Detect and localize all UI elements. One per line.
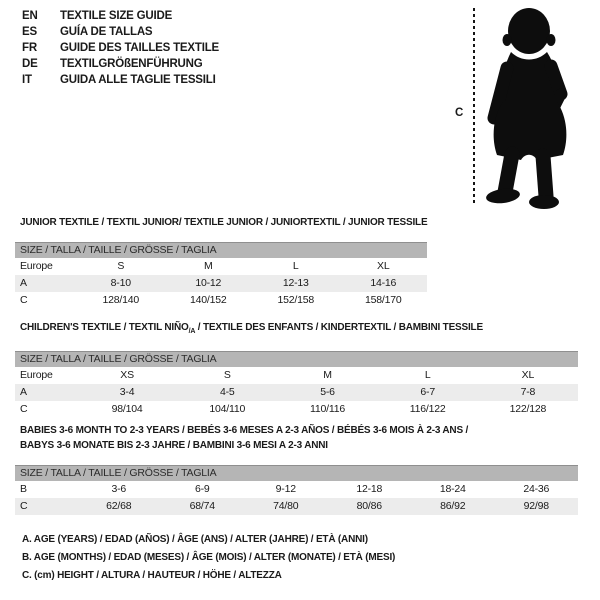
cell-value: 7-8 xyxy=(520,386,536,398)
cell-value: 68/74 xyxy=(189,500,215,512)
cell-value: 80/86 xyxy=(356,500,382,512)
language-code: ES xyxy=(22,26,37,38)
language-code: FR xyxy=(22,42,37,54)
cell-value: 12-18 xyxy=(356,483,383,495)
table-title-text: JUNIOR TEXTILE / TEXTIL JUNIOR/ TEXTILE JUNIOR / JUNIORTEXTIL / JUNIOR TESSILE xyxy=(20,217,428,228)
language-code: DE xyxy=(22,58,38,70)
table-row xyxy=(15,498,578,515)
footnote-b: B. AGE (MONTHS) / EDAD (MESES) / ÂGE (MOIS) / ALTER (MONATE) / ETÀ (MESI) xyxy=(22,552,396,563)
cell-value: 10-12 xyxy=(195,277,222,289)
table-body xyxy=(15,465,578,515)
table-row xyxy=(15,384,578,401)
footnote-c: C. (cm) HEIGHT / ALTURA / HAUTEUR / HÖHE / ALTEZZA xyxy=(22,570,282,581)
table-title-text: BABYS 3-6 MONATE BIS 2-3 JAHRE / BAMBINI 3-6 MESI A 2-3 ANNI xyxy=(20,440,328,451)
row-label: A xyxy=(20,277,27,289)
size-header-band: SIZE / TALLA / TAILLE / GRÖSSE / TAGLIA xyxy=(15,351,578,367)
cell-value: 158/170 xyxy=(364,294,402,306)
table-title-line xyxy=(20,320,578,339)
cell-value: 9-12 xyxy=(275,483,296,495)
guide-title: TEXTILE SIZE GUIDE xyxy=(60,10,173,22)
cell-value: 122/128 xyxy=(509,403,547,415)
cell-value: 86/92 xyxy=(440,500,466,512)
cell-value: 104/110 xyxy=(209,403,246,415)
cell-value: 110/116 xyxy=(309,403,345,415)
row-label: C xyxy=(20,403,28,415)
language-title-list xyxy=(22,8,219,88)
cell-value: S xyxy=(117,260,125,272)
cell-value: 116/122 xyxy=(409,403,446,415)
table-body xyxy=(15,242,427,309)
language-row xyxy=(22,56,219,72)
cell-value: 128/140 xyxy=(102,294,140,306)
table-rows xyxy=(15,258,427,309)
cell-value: 4-5 xyxy=(220,386,235,398)
table-title xyxy=(20,423,578,453)
language-row xyxy=(22,72,219,88)
table-row xyxy=(15,258,427,275)
cell-value: 98/104 xyxy=(111,403,143,415)
table-rows xyxy=(15,367,578,418)
table-title-line xyxy=(20,215,427,230)
language-row xyxy=(22,40,219,56)
cell-value: 3-4 xyxy=(119,386,135,398)
cell-value: 8-10 xyxy=(110,277,131,289)
language-code: EN xyxy=(22,10,38,22)
cell-value: 12-13 xyxy=(282,277,309,289)
cell-value: 3-6 xyxy=(111,483,127,495)
cell-value: L xyxy=(292,260,299,272)
cell-value: M xyxy=(323,369,332,381)
cell-value: 92/98 xyxy=(523,500,549,512)
junior-textile-table xyxy=(15,215,427,309)
cell-value: 14-16 xyxy=(370,277,397,289)
cell-value: S xyxy=(223,369,231,381)
cell-value: 140/152 xyxy=(189,294,227,306)
size-header-band: SIZE / TALLA / TAILLE / GRÖSSE / TAGLIA xyxy=(15,242,427,258)
height-measure-dashed-line xyxy=(473,8,475,206)
guide-title: GUÍA DE TALLAS xyxy=(60,26,153,38)
table-title-subscript: /A xyxy=(188,328,196,335)
table-title-text: BABIES 3-6 MONTH TO 2-3 YEARS / BEBÉS 3-6 MESES A 2-3 AÑOS / BÉBÉS 3-6 MOIS À 2-3 ANS / xyxy=(20,425,469,436)
table-title-text: / TEXTILE DES ENFANTS / KINDERTEXTIL / BAMBINI TESSILE xyxy=(195,322,483,333)
table-rows xyxy=(15,481,578,515)
language-row xyxy=(22,24,219,40)
language-row xyxy=(22,8,219,24)
row-label: B xyxy=(20,483,27,495)
cell-value: 5-6 xyxy=(320,386,335,398)
cell-value: M xyxy=(203,260,213,272)
row-label: C xyxy=(20,500,28,512)
cell-value: 62/68 xyxy=(106,500,132,512)
row-label: Europe xyxy=(20,260,53,272)
guide-title: GUIDE DES TAILLES TEXTILE xyxy=(60,42,219,54)
children-textile-table xyxy=(15,320,578,418)
size-header-band: SIZE / TALLA / TAILLE / GRÖSSE / TAGLIA xyxy=(15,465,578,481)
table-title-text: CHILDREN'S TEXTILE / TEXTIL NIÑO xyxy=(20,322,189,333)
table-row xyxy=(15,292,427,309)
table-body xyxy=(15,351,578,418)
cell-value: 6-7 xyxy=(420,386,435,398)
table-title xyxy=(20,215,427,230)
table-row xyxy=(15,481,578,498)
table-title-line xyxy=(20,438,578,453)
cell-value: XS xyxy=(120,369,134,381)
cell-value: 24-36 xyxy=(523,483,550,495)
footnote-a: A. AGE (YEARS) / EDAD (AÑOS) / ÂGE (ANS) / ALTER (JAHRE) / ETÀ (ANNI) xyxy=(22,534,368,545)
cell-value: 152/158 xyxy=(277,294,315,306)
table-title xyxy=(20,320,578,339)
row-label: C xyxy=(20,294,28,306)
cell-value: 6-9 xyxy=(194,483,210,495)
cell-value: L xyxy=(424,369,431,381)
row-label: A xyxy=(20,386,27,398)
cell-value: 74/80 xyxy=(273,500,299,512)
toddler-silhouette-icon xyxy=(479,6,583,210)
cell-value: 18-24 xyxy=(439,483,466,495)
cell-value: XL xyxy=(521,369,535,381)
table-row xyxy=(15,401,578,418)
language-code: IT xyxy=(22,74,32,86)
table-row xyxy=(15,367,578,384)
guide-title: TEXTILGRÖßENFÜHRUNG xyxy=(60,58,203,70)
guide-title: GUIDA ALLE TAGLIE TESSILI xyxy=(60,74,216,86)
table-row xyxy=(15,275,427,292)
footnote-list xyxy=(22,531,395,585)
row-label: Europe xyxy=(20,369,53,381)
height-measure-label: C xyxy=(455,107,464,119)
babies-textile-table xyxy=(15,423,578,515)
cell-value: XL xyxy=(377,260,390,272)
table-title-line xyxy=(20,423,578,438)
